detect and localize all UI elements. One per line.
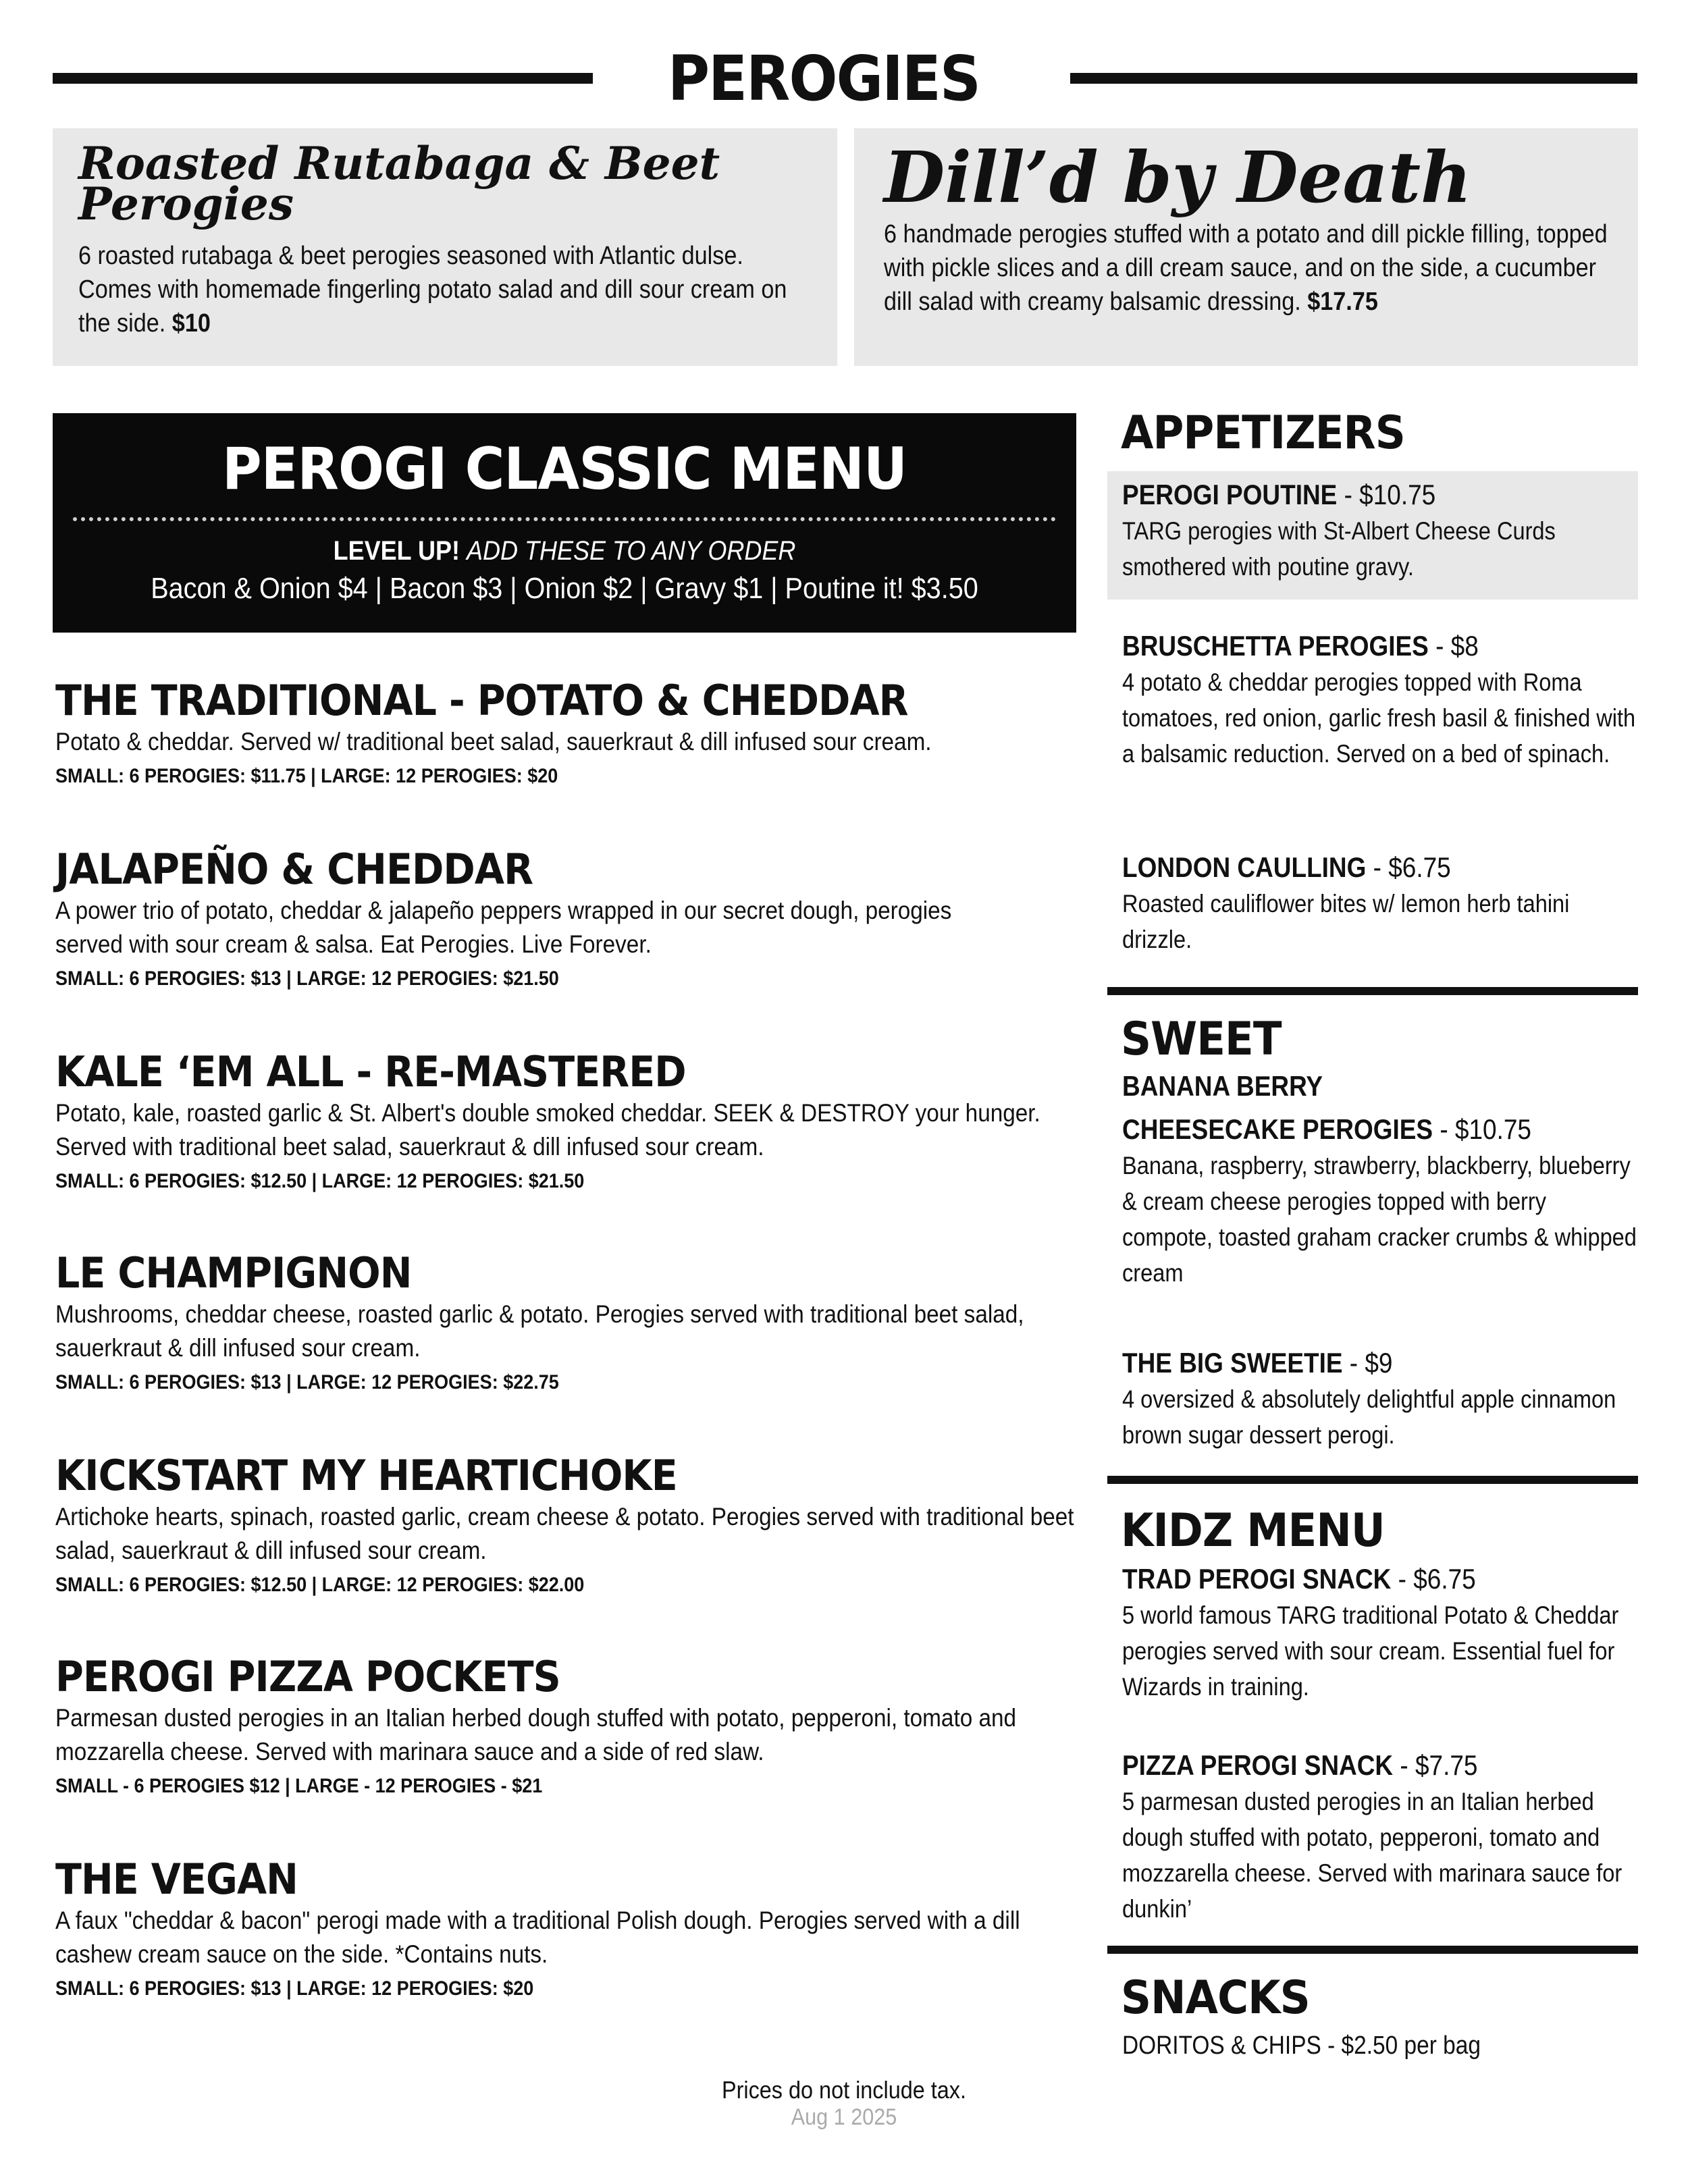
page-title: PEROGIES	[667, 43, 980, 115]
item-description: 5 world famous TARG traditional Potato & Cheddar perogies served with sour cream. Essential fuel for Wizards in training.	[1122, 1601, 1619, 1701]
item-title: THE VEGAN	[55, 1855, 298, 1904]
header-rule-right	[1070, 73, 1637, 84]
appetizer-item	[1122, 849, 1635, 957]
menu-item	[55, 676, 1082, 791]
kidz-heading: KIDZ MENU	[1121, 1504, 1385, 1557]
item-title: KALE ‘EM ALL - RE-MASTERED	[55, 1047, 686, 1096]
menu-item	[55, 1855, 1082, 2004]
classic-menu-header	[53, 413, 1076, 633]
item-description: Roasted cauliflower bites w/ lemon herb tahini drizzle.	[1122, 890, 1570, 953]
item-name-line: TRAD PEROGI SNACK - $6.75	[1122, 1563, 1476, 1595]
item-description: 4 oversized & absolutely delightful apple cinnamon brown sugar dessert perogi.	[1122, 1385, 1616, 1449]
item-price: SMALL: 6 PEROGIES: $13 | LARGE: 12 PEROGIES: $22.75	[55, 1371, 559, 1393]
snacks-item	[1122, 2028, 1635, 2064]
menu-item	[55, 1249, 1082, 1397]
item-name-line: PEROGI POUTINE - $10.75	[1122, 479, 1436, 510]
item-price: SMALL: 6 PEROGIES: $13 | LARGE: 12 PEROGIES: $21.50	[55, 967, 559, 990]
level-up-text: ADD THESE TO ANY ORDER	[466, 536, 796, 566]
item-name-line: LONDON CAULLING - $6.75	[1122, 851, 1451, 883]
item-description: Potato & cheddar. Served w/ traditional beet salad, sauerkraut & dill infused sour cream.	[55, 728, 932, 755]
item-description: 5 parmesan dusted perogies in an Italian herbed dough stuffed with potato, pepperoni, tomato and mozzarella cheese. Served with marinara sauce for dunkin’	[1122, 1788, 1623, 1923]
item-description: 4 potato & cheddar perogies topped with Roma tomatoes, red onion, garlic fresh basil & finished with a balsamic reduction. Served on a bed of spinach.	[1122, 668, 1636, 768]
addon-prices: Bacon & Onion $4 | Bacon $3 | Onion $2 | Gravy $1 | Poutine it! $3.50	[151, 572, 978, 605]
menu-item	[55, 1048, 1082, 1196]
menu-item	[55, 845, 1082, 994]
special-rutabaga	[53, 128, 837, 366]
item-name-line: CHEESECAKE PEROGIES - $10.75	[1122, 1113, 1531, 1145]
dotted-divider	[73, 517, 1056, 521]
tax-note: Prices do not include tax.	[721, 2076, 966, 2104]
item-name-line: PIZZA PEROGI SNACK - $7.75	[1122, 1749, 1478, 1781]
item-description: Mushrooms, cheddar cheese, roasted garlic & potato. Perogies served with traditional beet salad, sauerkraut & dill infused sour cream.	[55, 1300, 1024, 1362]
item-title: LE CHAMPIGNON	[55, 1248, 412, 1298]
special-description: 6 handmade perogies stuffed with a potato and dill pickle filling, topped with pickle slices and a dill cream sauce, and on the side, a cucumber dill salad with creamy balsamic dressing. $17.75	[884, 220, 1608, 316]
appetizer-item	[1122, 628, 1635, 772]
classic-menu-title: PEROGI CLASSIC MENU	[222, 435, 907, 503]
item-price: SMALL: 6 PEROGIES: $12.50 | LARGE: 12 PEROGIES: $22.00	[55, 1574, 585, 1596]
appetizers-heading: APPETIZERS	[1121, 406, 1405, 460]
menu-item	[55, 1653, 1082, 1801]
section-divider	[1107, 1946, 1638, 1954]
item-description: Artichoke hearts, spinach, roasted garlic, cream cheese & potato. Perogies served with traditional beet salad, sauerkraut & dill infused sour cream.	[55, 1503, 1074, 1564]
special-dilld-by-death	[854, 128, 1638, 366]
special-title: Roasted Rutabaga & Beet Perogies	[78, 137, 720, 230]
sweet-heading: SWEET	[1121, 1013, 1282, 1066]
item-name-line: BANANA BERRY	[1122, 1070, 1323, 1102]
menu-date: Aug 1 2025	[791, 2104, 897, 2130]
sweet-item	[1122, 1068, 1635, 1291]
item-title: PEROGI PIZZA POCKETS	[55, 1652, 560, 1701]
item-price: SMALL: 6 PEROGIES: $12.50 | LARGE: 12 PEROGIES: $21.50	[55, 1170, 585, 1192]
special-description: 6 roasted rutabaga & beet perogies seasoned with Atlantic dulse. Comes with homemade fingerling potato salad and dill sour cream on the side. $10	[78, 242, 787, 338]
item-description: Parmesan dusted perogies in an Italian herbed dough stuffed with potato, pepperoni, tomato and mozzarella cheese. Served with marinara sauce and a side of red slaw.	[55, 1704, 1017, 1765]
item-price: SMALL: 6 PEROGIES: $13 | LARGE: 12 PEROGIES: $20	[55, 1977, 534, 2000]
item-name-line: BRUSCHETTA PEROGIES - $8	[1122, 630, 1479, 662]
kidz-item	[1122, 1747, 1635, 1927]
item-price: SMALL - 6 PEROGIES $12 | LARGE - 12 PEROGIES - $21	[55, 1775, 543, 1797]
appetizer-item	[1122, 477, 1635, 585]
item-description: A power trio of potato, cheddar & jalapeño peppers wrapped in our secret dough, perogies served with sour cream & salsa. Eat Perogies. Live Forever.	[55, 897, 952, 958]
menu-item	[55, 1451, 1082, 1600]
level-up-label: LEVEL UP!	[333, 536, 460, 566]
item-description: A faux "cheddar & bacon" perogi made with a traditional Polish dough. Perogies served with a dill cashew cream sauce on the side. *Contains nuts.	[55, 1907, 1020, 1968]
snacks-text: DORITOS & CHIPS - $2.50 per bag	[1122, 2031, 1481, 2060]
level-up-line	[104, 535, 1025, 567]
item-description: Potato, kale, roasted garlic & St. Albert's double smoked cheddar. SEEK & DESTROY your hunger. Served with traditional beet salad, sauerkraut & dill infused sour cream.	[55, 1099, 1040, 1161]
item-title: JALAPEÑO & CHEDDAR	[55, 845, 533, 894]
item-description: TARG perogies with St-Albert Cheese Curds smothered with poutine gravy.	[1122, 517, 1556, 581]
item-price: SMALL: 6 PEROGIES: $11.75 | LARGE: 12 PEROGIES: $20	[55, 765, 558, 787]
item-title: KICKSTART MY HEARTICHOKE	[55, 1451, 677, 1500]
item-name-line: THE BIG SWEETIE - $9	[1122, 1347, 1393, 1379]
sweet-item	[1122, 1345, 1635, 1453]
special-title: Dill’d by Death	[884, 136, 1472, 219]
item-title: THE TRADITIONAL - POTATO & CHEDDAR	[55, 676, 908, 725]
section-divider	[1107, 1476, 1638, 1484]
header-rule-left	[53, 73, 593, 84]
kidz-item	[1122, 1561, 1635, 1705]
item-description: Banana, raspberry, strawberry, blackberry, blueberry & cream cheese perogies topped with berry compote, toasted graham cracker crumbs & whipped cream	[1122, 1152, 1637, 1287]
section-divider	[1107, 987, 1638, 995]
snacks-heading: SNACKS	[1121, 1971, 1310, 2025]
